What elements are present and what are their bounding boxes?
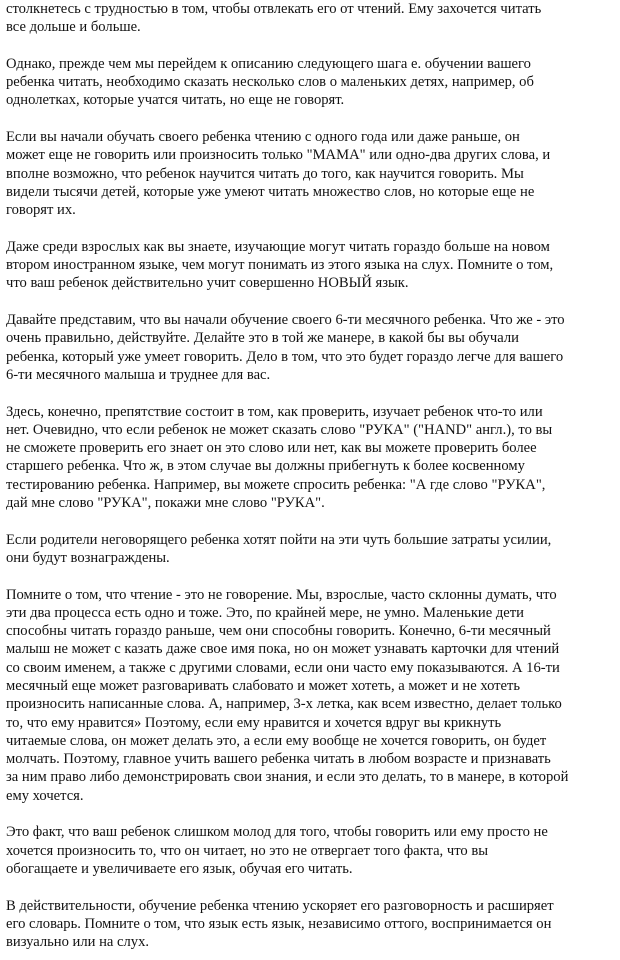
paragraph: Даже среди взрослых как вы знаете, изучающие могут читать гораздо больше на новом втором иностранном языке, чем могут понимать из этого языка на слух. Помните о том, что ваш ребенок действительно учит совершенно НОВЫЙ язык.	[6, 238, 554, 292]
paragraph: Это факт, что ваш ребенок слишком молод для того, чтобы говорить или ему просто не хочется произносить то, что он читает, но это не отвергает того факта, что вы обогащаете и увеличиваете его язык, обучая его читать.	[6, 824, 548, 877]
paragraph: Однако, прежде чем мы перейдем к описанию следующего шага е. обучении вашего ребенка читать, необходимо сказать несколько слов о маленьких детях, например, об однолетках, которые учатся читать, но еще не говорят.	[6, 55, 534, 109]
paragraph: Если родители неговорящего ребенка хотят пойти на эти чуть большие затраты усилии, они будут вознаграждены.	[6, 531, 552, 566]
paragraph: Если вы начали обучать своего ребенка чтению с одного года или даже раньше, он может еще не говорить или произносить только "МАМА" или одно-два других слова, и вполне возможно, что ребенок научится читать до того, как научится говорить. Мы видели тысячи детей, которые уже умеют читать множество слов, но которые еще не говорят их.	[6, 129, 551, 219]
paragraph: столкнетесь с трудностью в том, чтобы отвлекать его от чтений. Ему захочется читать все дольше и больше.	[6, 1, 542, 36]
paragraph: Здесь, конечно, препятствие состоит в том, как проверить, изучает ребенок что-то или нет. Очевидно, что если ребенок не может сказать слово "РУКА" ("HAND" англ.), то вы не сможете проверить его знает он это слово или нет, как вы можете проверить более старшего ребенка. Что ж, в этом случае вы должны прибегнуть к более косвенному тестированию ребенка. Например, вы можете спросить ребенка: "А где слово "РУКА", дай мне слово "РУКА", покажи мне слово "РУКА".	[6, 403, 553, 512]
paragraph: Помните о том, что чтение - это не говорение. Мы, взрослые, часто склонны думать, что эти два процесса есть одно и тоже. Это, по крайней мере, не умно. Маленькие дети способны читать гораздо раньше, чем они способны говорить. Конечно, 6-ти месячный малыш не может с казать даже свое имя пока, но он может узнавать карточки для чтений со своим именем, а также с другими словами, если они часто ему показываются. А 16-ти месячный еще может разговаривать слабовато и может хотеть, а может и не хотеть произносить написанные слова. А, например, 3-х летка, как всем известно, делает только то, что ему нравится» Поэтому, если ему нравится и хочется вдруг вы крикнуть читаемые слова, он может делать это, а если ему вообще не хочется говорить, он будет молчать. Поэтому, главное учить вашего ребенка читать в любом возрасте и признавать за ним право либо демонстрировать свои знания, и если это делать, то в манере, в которой ему хочется.	[6, 586, 569, 804]
paragraph: Давайте представим, что вы начали обучение своего 6-ти месячного ребенка. Что же - это очень правильно, действуйте. Делайте это в той же манере, в какой бы вы обучали ребенка, который уже умеет говорить. Дело в том, что это будет гораздо легче для вашего 6-ти месячного малыша и труднее для вас.	[6, 312, 565, 383]
paragraph: В действительности, обучение ребенка чтению ускоряет его разговорность и расширяет его словарь. Помните о том, что язык есть язык, независимо оттого, воспринимается он визуально или на слух.	[6, 897, 554, 951]
document-page	[6, 0, 614, 960]
